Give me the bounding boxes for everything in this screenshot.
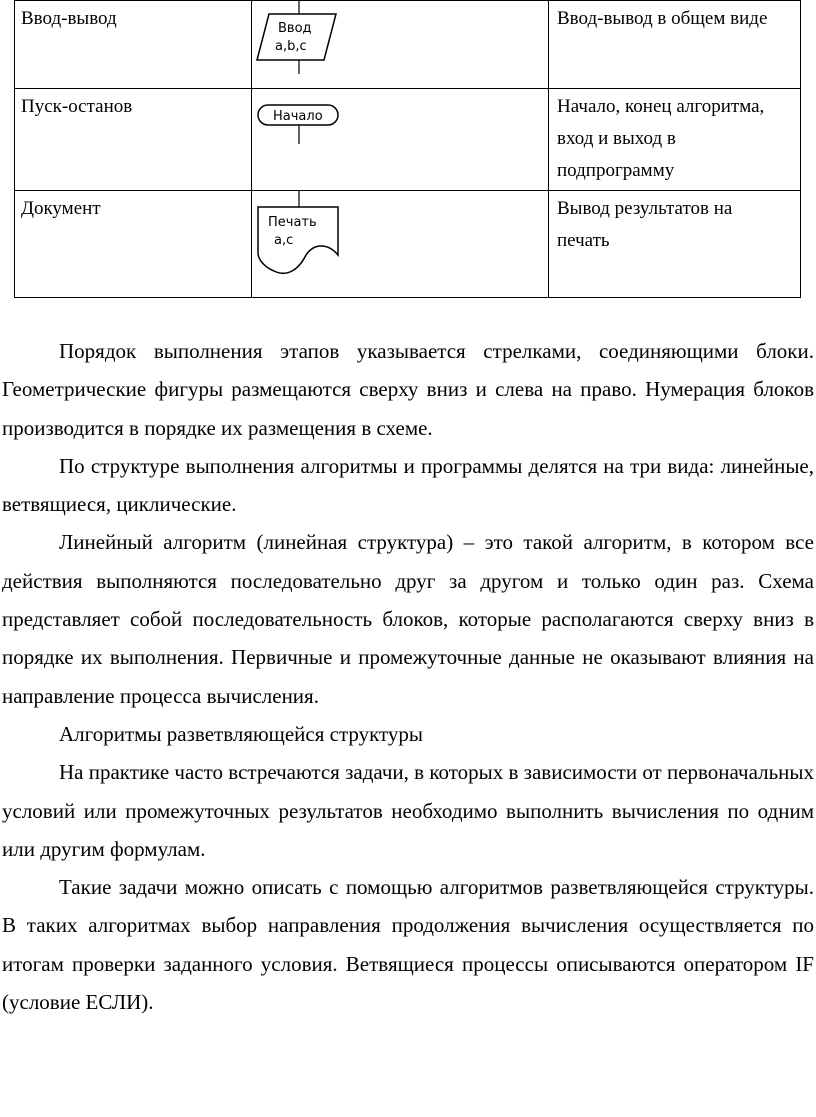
section-heading: Алгоритмы разветвляющейся структуры [59,721,424,746]
paragraph: Такие задачи можно описать с помощью алгоритмов разветвляющейся структуры. В таких алгоритмах выбор направления продолжения вычисления осуществляется по итогам проверки заданного условия. Ветвящиеся процессы описываются оператором IF (условие ЕСЛИ). [2,875,814,1015]
document-shape-icon [252,191,548,295]
symbol-name: Ввод-вывод [15,1,252,89]
body-text [2,332,814,1021]
paragraph: На практике часто встречаются задачи, в которых в зависимости от первоначальных условий или промежуточных результатов необходимо выполнить вычисления по одним или другим формулам. [2,760,814,861]
flowchart-symbols-table [14,0,801,298]
terminator-icon [252,89,548,188]
symbol-figure-cell [252,191,549,298]
table-row [15,89,801,191]
symbol-figure-cell [252,1,549,89]
symbol-description [549,1,801,89]
description-line: вход и выход в [557,128,676,149]
figure-text-line: Ввод [278,21,312,36]
paragraph: Порядок выполнения этапов указывается стрелками, соединяющими блоки. Геометрические фигуры размещаются сверху вниз и слева на право. Нумерация блоков производится в порядке их размещения в схеме. [2,339,814,440]
table-row [15,191,801,298]
description-line: Начало, конец алгоритма, [557,96,765,117]
description-line: подпрограмму [557,160,675,181]
table-row [15,1,801,89]
symbol-description [549,89,801,191]
symbol-name: Пуск-останов [15,89,252,191]
symbol-figure-cell [252,89,549,191]
symbol-name: Документ [15,191,252,298]
figure-text-line: a,b,c [275,39,307,54]
symbol-description [549,191,801,298]
description-line: Вывод результатов на [557,198,733,219]
paragraph: Линейный алгоритм (линейная структура) – это такой алгоритм, в котором все действия выполняются последовательно друг за другом и только один раз. Схема представляет собой последовательность блоков, которые располагаются сверху вниз в порядке их выполнения. Первичные и промежуточные данные не оказывают влияния на направление процесса вычисления. [2,530,814,708]
figure-text-line: Начало [273,109,323,124]
parallelogram-io-icon [252,1,548,86]
figure-text-line: a,c [274,233,294,248]
description-line: Ввод-вывод в общем виде [557,8,768,29]
description-line: печать [557,230,610,251]
figure-text-line: Печать [268,215,317,230]
paragraph: По структуре выполнения алгоритмы и программы делятся на три вида: линейные, ветвящиеся, циклические. [2,453,814,517]
